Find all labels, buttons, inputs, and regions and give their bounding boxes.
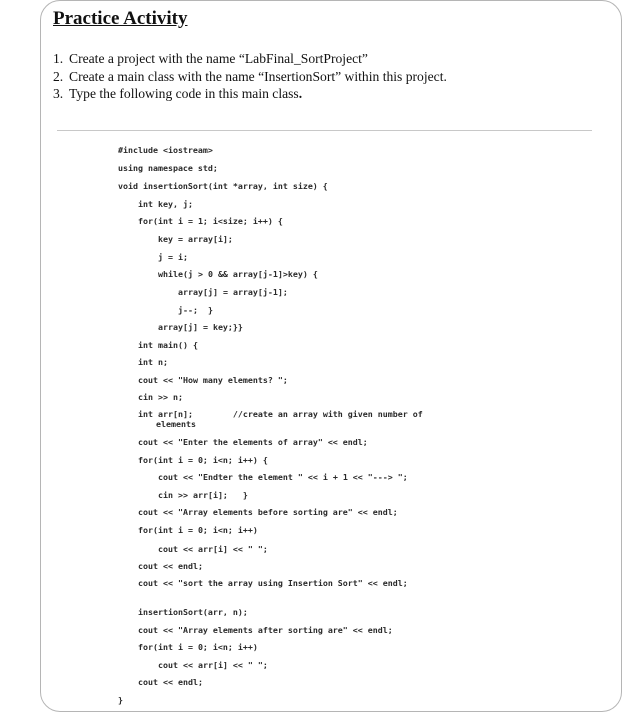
step-number: 2.: [53, 68, 64, 84]
list-item: [53, 85, 447, 103]
code-line: }: [118, 695, 123, 705]
step-text: Type the following code in this main class: [69, 86, 299, 101]
code-line: int arr[n]; //create an array with given number of: [138, 409, 423, 419]
step-number: 1.: [53, 51, 64, 66]
divider: [57, 130, 592, 131]
code-line: cout << endl;: [138, 561, 203, 571]
code-line: cin >> arr[i]; }: [158, 490, 248, 500]
code-line: j = i;: [158, 252, 188, 262]
code-line: insertionSort(arr, n);: [138, 607, 248, 617]
code-line: int n;: [138, 357, 168, 367]
page-title: Practice Activity: [53, 8, 188, 29]
code-line: cout << "Array elements after sorting are" << endl;: [138, 625, 393, 635]
code-line: array[j] = array[j-1];: [178, 287, 288, 297]
code-line: key = array[i];: [158, 234, 233, 244]
activity-card: [40, 0, 622, 712]
code-line: int key, j;: [138, 199, 193, 209]
code-line: for(int i = 0; i<n; i++): [138, 642, 258, 652]
step-number: 3.: [53, 86, 64, 101]
code-line: for(int i = 0; i<n; i++) {: [138, 455, 268, 465]
code-line: cout << "Array elements before sorting are" << endl;: [138, 507, 398, 517]
code-line: for(int i = 0; i<n; i++): [138, 525, 258, 535]
code-line: array[j] = key;}}: [158, 322, 243, 332]
code-line: for(int i = 1; i<size; i++) {: [138, 216, 283, 226]
code-line: #include <iostream>: [118, 145, 213, 155]
code-line: int main() {: [138, 340, 198, 350]
code-line: while(j > 0 && array[j-1]>key) {: [158, 269, 318, 279]
step-text: Create a project with the name “LabFinal_SortProject”: [69, 51, 368, 66]
code-line: j--; }: [178, 305, 213, 315]
code-line: cout << arr[i] << " ";: [158, 544, 268, 554]
code-line: cout << arr[i] << " ";: [158, 660, 268, 670]
list-item: [53, 50, 447, 68]
code-line: cout << "sort the array using Insertion Sort" << endl;: [138, 578, 408, 588]
code-line: cin >> n;: [138, 392, 183, 402]
code-line: void insertionSort(int *array, int size) {: [118, 181, 328, 191]
step-end-period: .: [298, 86, 303, 101]
code-line: cout << "Endter the element " << i + 1 << "---> ";: [158, 472, 408, 482]
instruction-list: [53, 50, 447, 103]
code-line: cout << endl;: [138, 677, 203, 687]
step-text: Create a main class with the name “InsertionSort” within this project.: [69, 68, 447, 84]
code-line: elements: [156, 419, 196, 429]
code-line: cout << "Enter the elements of array" << endl;: [138, 437, 368, 447]
list-item: [53, 68, 447, 86]
code-line: cout << "How many elements? ";: [138, 375, 288, 385]
code-line: using namespace std;: [118, 163, 218, 173]
